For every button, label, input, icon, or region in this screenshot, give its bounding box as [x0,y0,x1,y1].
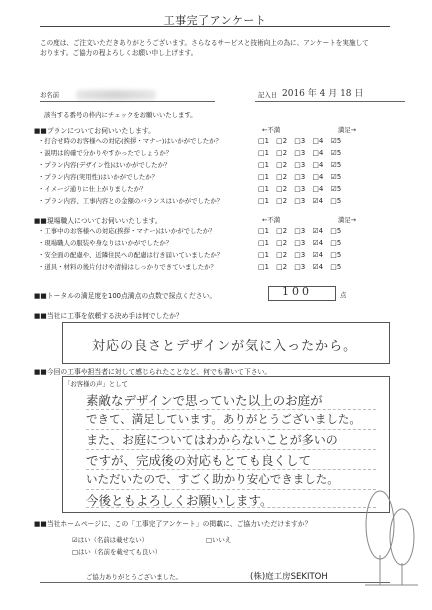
voice-rule-5 [86,489,376,490]
scale-low-2: ←不満 [262,216,281,224]
voice-line-6: 今後ともよろしくお願いします。 [86,493,273,508]
voice-rule-2 [86,429,376,430]
s1-question-6: ・プラン内容、工事内容との金額のバランスはいかがでしたか？ [38,197,224,205]
scale-high-2: 満足→ [338,216,357,224]
name-label: お名前 [40,91,60,99]
date-underline [255,101,405,102]
title-underline [40,26,390,27]
intro-line-1: この度は、ご注文いただきありがとうございます。さらなるサービスと技術向上の為に、アンケートを実施して [40,39,369,47]
instruction-text: 該当する番号の枠内にチェックをお願いいたします。 [44,111,197,119]
s2-options-1: □1 □2 □3 ☑4 □5 [258,227,342,235]
intro-line-2: おります。ご協力の程よろしくお願い申し上げます。 [40,49,198,57]
s2-options-4: □1 □2 □3 ☑4 □5 [258,263,342,271]
score-value: 100 [282,285,312,298]
consent-no[interactable]: □いいえ [206,536,232,544]
s2-options-2: □1 □2 □3 ☑4 □5 [258,239,342,247]
s1-question-3: ・プラン内容(デザイン性)はいかがでしたか？ [38,161,171,169]
s1-options-3: □1 □2 □3 □4 ☑5 [258,161,342,169]
company-name: (株)庭工房SEKITOH [250,572,328,582]
section1-heading: ■■プランについてお伺いいたします。 [34,127,155,135]
scale-low-1: ←不満 [262,126,281,134]
s2-question-3: ・安全面の配慮や、近隣住民への配慮は行き届いていましたか？ [38,251,224,259]
voice-line-4: ですが、完成後の対応もとても良くして [86,453,312,468]
voice-line-3: また、お庭についてはわからないことが多いの [86,433,338,447]
scale-high-1: 満足→ [338,126,357,134]
section4-heading: ■■当社に工事を依頼する決め手は何でしたか？ [34,312,183,320]
section5-heading: ■■今回の工事や担当者に対して感じられたことなど、何でも書いて下さい。 [34,368,272,376]
s1-question-2: ・説明は的確で分かりやすかったでしょうか？ [38,149,173,157]
consent-yes-anonymous[interactable]: ☑はい（名前は載せない） [72,536,149,544]
voice-line-2: できて、満足しています。ありがとうございました。 [86,412,361,426]
score-unit: 点 [340,291,347,299]
name-underline [40,101,215,102]
s1-options-1: □1 □2 □3 □4 ☑5 [258,137,342,145]
footer-rule [40,582,390,583]
voice-rule-3 [86,449,376,450]
s1-options-2: □1 □2 □3 □4 ☑5 [258,149,342,157]
voice-line-5: いただいたので、すごく助かり安心できました。 [86,472,339,486]
tree-illustration-icon [360,485,420,595]
date-value: 2016 年 4 月 18 日 [282,89,364,99]
date-label: 記入日 [258,91,278,99]
voice-rule-4 [86,469,376,470]
s1-options-4: □1 □2 □3 □4 ☑5 [258,173,342,181]
s2-question-4: ・道具・材料の後片付けや清掃はしっかりできていましたか？ [38,263,217,271]
page-title: 工事完了アンケート [163,14,267,27]
s1-question-4: ・プラン内容(実用性)はいかがでしたか？ [38,173,159,181]
s2-options-3: □1 □2 □3 ☑4 □5 [258,251,342,259]
s1-question-5: ・イメージ通りに仕上がりましたか？ [38,185,147,193]
s2-question-1: ・工事中のお客様への対応(挨拶・マナー)はいかがでしたか？ [38,227,216,235]
s1-question-1: ・打合せ時のお客様への対応(挨拶・マナー)はいかがでしたか？ [38,137,222,145]
section6-heading: ■■当社ホームページに、この「工事完了アンケート」の掲載に、ご協力いただけますか？ [34,520,312,528]
voice-rule-1 [86,409,376,410]
section3-heading: ■■トータルの満足度を100点満点の点数で採点ください。 [34,292,217,300]
s2-question-2: ・現場職人の服装や身なりはいかがでしたか？ [38,239,173,247]
thanks-text: ご協力ありがとうございました。 [86,573,182,581]
voice-line-1: 素敵なデザインで思っていた以上のお庭が [86,393,323,408]
redacted-name [76,90,156,100]
consent-yes-with-name[interactable]: □はい（名前を載せても良い） [72,548,162,556]
section2-heading: ■■現場職人についてお伺いいたします。 [34,217,162,225]
s1-options-5: □1 □2 □3 □4 ☑5 [258,185,342,193]
voice-label: 「お客様の声」として [64,380,128,388]
s1-options-6: □1 □2 □3 ☑4 □5 [258,197,342,205]
reason-answer: 対応の良さとデザインが気に入ったから。 [92,339,358,354]
